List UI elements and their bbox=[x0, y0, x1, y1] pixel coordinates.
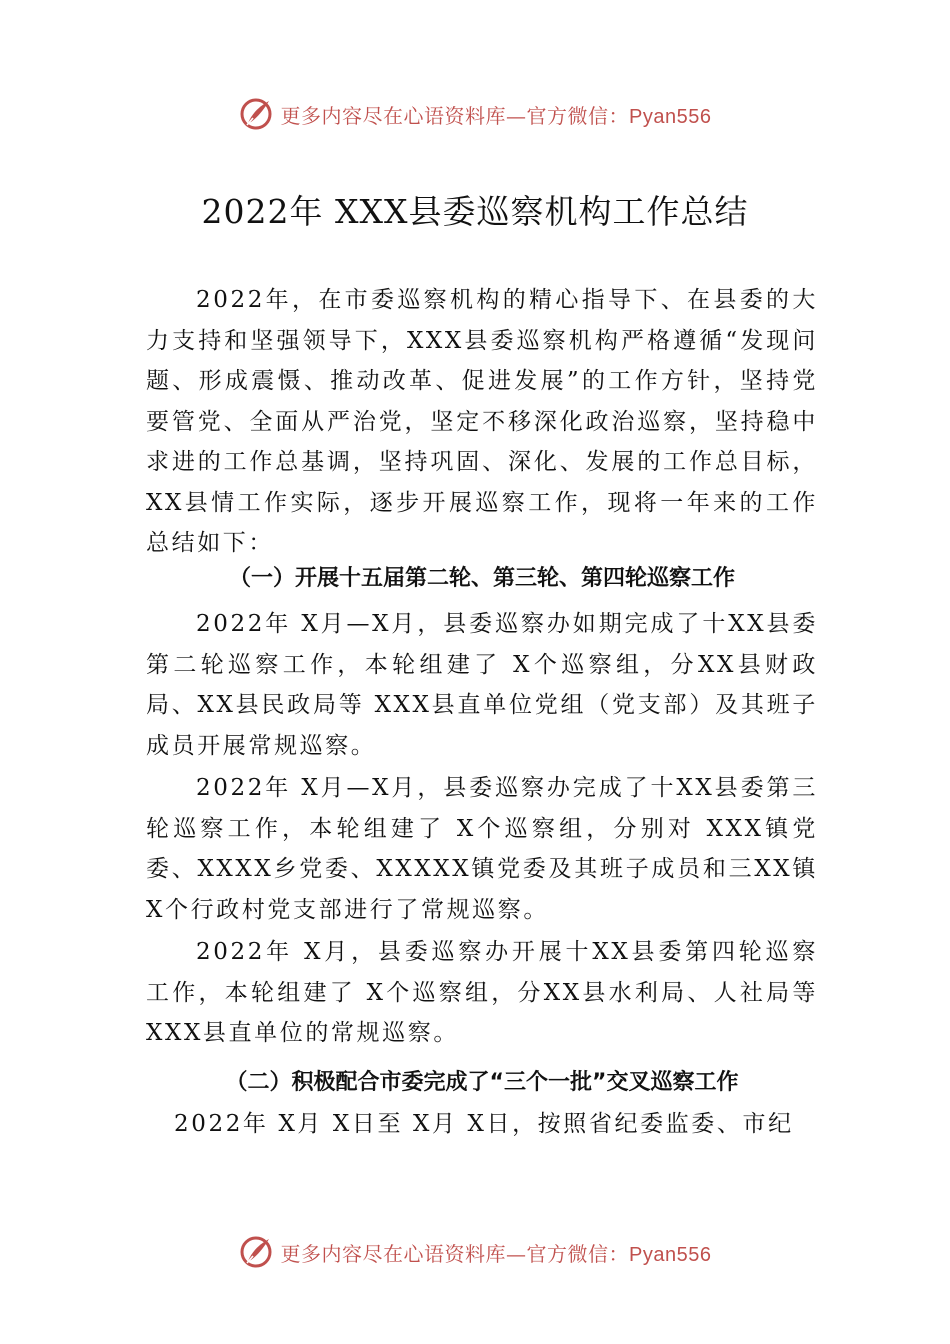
paragraph-cross-inspection: 2022年 X月 X日至 X月 X日，按照省纪委监委、市纪 bbox=[174, 1111, 794, 1137]
watermark-text: 更多内容尽在心语资料库—官方微信：Pyan556 bbox=[280, 1241, 712, 1266]
section-heading-1: （一）开展十五届第二轮、第三轮、第四轮巡察工作 bbox=[228, 566, 735, 591]
quill-logo-icon bbox=[239, 97, 273, 131]
quill-logo-icon bbox=[239, 1235, 273, 1269]
paragraph-round-4: 2022年 X月，县委巡察办开展十XX县委第四轮巡察工作，本轮组建了 X个巡察组，分XX县水利局、人社局等XXX县直单位的常规巡察。 bbox=[146, 939, 818, 1046]
document-title: 2022年 XXX县委巡察机构工作总结 bbox=[201, 192, 749, 231]
watermark-banner-bottom bbox=[0, 1232, 950, 1272]
paragraph-round-2: 2022年 X月—X月，县委巡察办如期完成了十XX县委第二轮巡察工作，本轮组建了 X个巡察组，分XX县财政局、XX县民政局等 XXX县直单位党组（党支部）及其班子成员开展常规巡察。 bbox=[146, 611, 818, 759]
watermark-banner-top bbox=[0, 94, 950, 134]
paragraph-intro: 2022年，在市委巡察机构的精心指导下、在县委的大力支持和坚强领导下，XXX县委巡察机构严格遵循“发现问题、形成震慑、推动改革、促进发展”的工作方针，坚持党要管党、全面从严治党，坚定不移深化政治巡察，坚持稳中求进的工作总基调，坚持巩固、深化、发展的工作总目标，XX县情工作实际，逐步开展巡察工作，现将一年来的工作总结如下： bbox=[146, 287, 818, 556]
paragraph-round-3: 2022年 X月—X月，县委巡察办完成了十XX县委第三轮巡察工作，本轮组建了 X个巡察组，分别对 XXX镇党委、XXXX乡党委、XXXXX镇党委及其班子成员和三XX镇 X个行政村党支部进行了常规巡察。 bbox=[146, 775, 818, 923]
section-heading-2: （二）积极配合市委完成了“三个一批”交叉巡察工作 bbox=[225, 1070, 739, 1095]
watermark-text: 更多内容尽在心语资料库—官方微信：Pyan556 bbox=[280, 103, 712, 128]
